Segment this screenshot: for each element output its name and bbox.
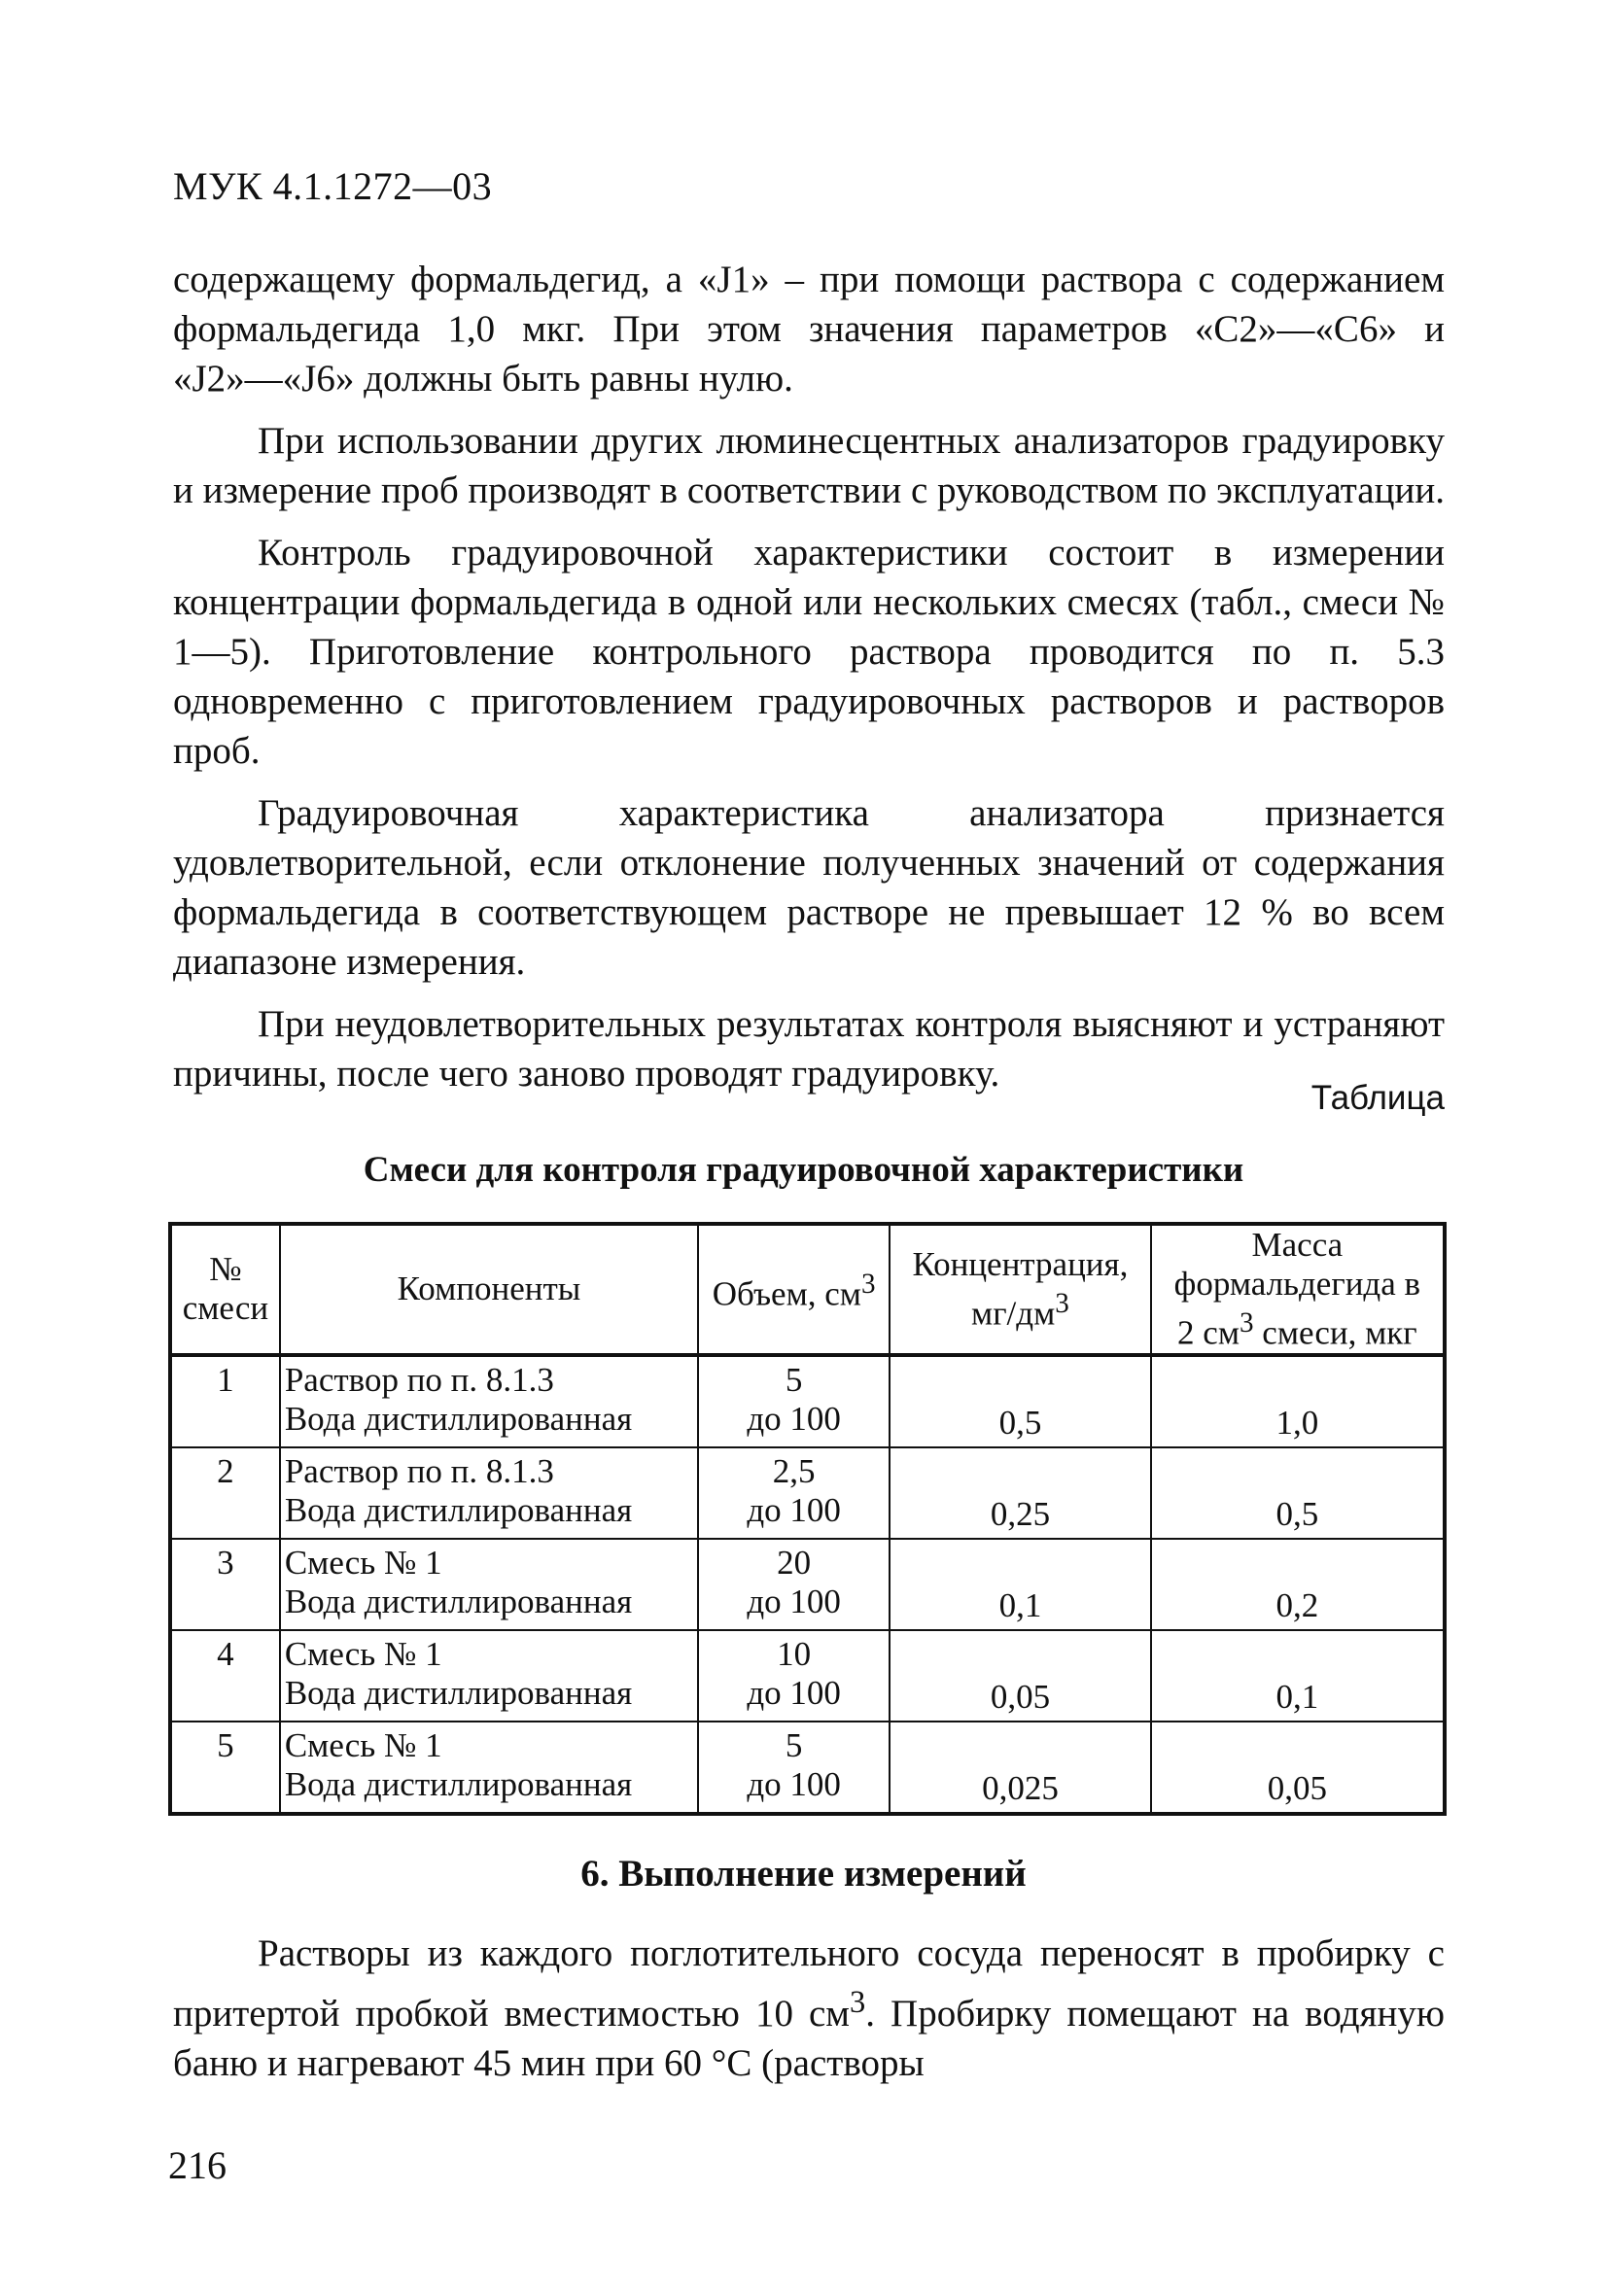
header-components: Компоненты	[280, 1224, 698, 1355]
volume-cell: 5 до 100	[698, 1355, 890, 1447]
concentration-cell: 0,25	[890, 1447, 1151, 1539]
volume-cell: 10 до 100	[698, 1630, 890, 1722]
concentration-cell: 0,1	[890, 1539, 1151, 1630]
header-volume: Объем, $см^3$	[698, 1224, 890, 1355]
mass-cell: 0,2	[1151, 1539, 1445, 1630]
components-cell: Раствор по п. 8.1.3 Вода дистиллированная	[280, 1447, 698, 1539]
components-cell: Смесь № 1 Вода дистиллированная	[280, 1722, 698, 1814]
document-code-header: МУК 4.1.1272—03	[173, 164, 493, 208]
paragraph: Градуировочная характеристика анализатора признается удовлетворительной, если отклонение полученных значений от содержания формальдегида в соответствующем растворе не превышает 12 % во всем диапазоне измерения.	[173, 792, 1445, 983]
header-concentration: Концентрация, $мг/дм^3$	[890, 1224, 1151, 1355]
table-header-row	[170, 1224, 1445, 1355]
mix-number: 2	[170, 1447, 280, 1539]
paragraph: содержащему формальдегид, а «J1» – при помощи раствора с содержанием формальдегида 1,0 мкг. При этом значения параметров «С2»—«С6» и «J2»—«J6» должны быть равны нулю.	[173, 259, 1445, 400]
mix-number: 4	[170, 1630, 280, 1722]
intro-text	[173, 255, 1445, 1111]
components-cell: Смесь № 1 Вода дистиллированная	[280, 1539, 698, 1630]
mass-cell: 1,0	[1151, 1355, 1445, 1447]
table-caption: Смеси для контроля градуировочной характеристики	[363, 1150, 1244, 1190]
components-cell: Раствор по п. 8.1.3 Вода дистиллированная	[280, 1355, 698, 1447]
table-label: Таблица	[1310, 1079, 1445, 1117]
mass-cell: 0,1	[1151, 1630, 1445, 1722]
mixtures-table	[168, 1222, 1447, 1816]
paragraph: Растворы из каждого поглотительного сосуда переносят в пробирку с притертой пробкой вместимостью 10 $см^3$. Пробирку помещают на водяную баню и нагревают 45 мин при 60 °С (растворы	[173, 1932, 1445, 2084]
mix-number: 5	[170, 1722, 280, 1814]
mix-number: 3	[170, 1539, 280, 1630]
mass-cell: 0,5	[1151, 1447, 1445, 1539]
concentration-cell: 0,025	[890, 1722, 1151, 1814]
table-row	[170, 1355, 1445, 1447]
table-row	[170, 1539, 1445, 1630]
page-number: 216	[168, 2143, 227, 2187]
volume-cell: 5 до 100	[698, 1722, 890, 1814]
paragraph: Контроль градуировочной характеристики состоит в измерении концентрации формальдегида в одной или нескольких смесях (табл., смеси № 1—5). Приготовление контрольного раствора проводится по п. 5.3 одновременно с приготовлением градуировочных растворов и растворов проб.	[173, 532, 1445, 772]
table-row	[170, 1630, 1445, 1722]
concentration-cell: 0,05	[890, 1630, 1151, 1722]
mix-number: 1	[170, 1355, 280, 1447]
mass-cell: 0,05	[1151, 1722, 1445, 1814]
section-text	[173, 1929, 1445, 2101]
section-title: 6. Выполнение измерений	[580, 1853, 1027, 1895]
components-cell: Смесь № 1 Вода дистиллированная	[280, 1630, 698, 1722]
header-mix-number: № смеси	[170, 1224, 280, 1355]
volume-cell: 2,5 до 100	[698, 1447, 890, 1539]
table-row	[170, 1447, 1445, 1539]
table-row	[170, 1722, 1445, 1814]
volume-cell: 20 до 100	[698, 1539, 890, 1630]
concentration-cell: 0,5	[890, 1355, 1151, 1447]
header-mass: Масса формальдегида в 2 $см^3$ смеси, мкг	[1151, 1224, 1445, 1355]
paragraph: При неудовлетворительных результатах контроля выясняют и устраняют причины, после чего заново проводят градуировку.	[173, 1003, 1445, 1095]
paragraph: При использовании других люминесцентных анализаторов градуировку и измерение проб производят в соответствии с руководством по эксплуатации.	[173, 420, 1445, 511]
